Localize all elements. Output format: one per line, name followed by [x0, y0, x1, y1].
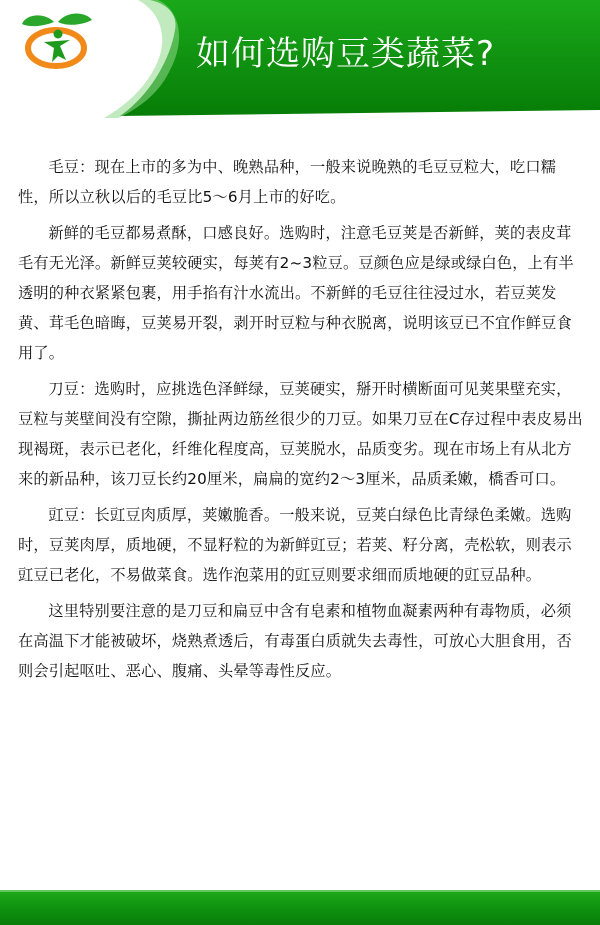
paragraph-toxicity-warning: 这里特别要注意的是刀豆和扁豆中含有皂素和植物血凝素两种有毒物质，必须在高温下才能被破坏，烧熟煮透后，有毒蛋白质就失去毒性，可放心大胆食用，否则会引起呕吐、恶心、腹痛、头晕等毒性反应。	[18, 602, 572, 680]
leaf-figure-logo-icon	[14, 10, 100, 70]
paragraph-sword-bean: 刀豆：选购时，应挑选色泽鲜绿，豆荚硬实，掰开时横断面可见荚果壁充实，豆粒与荚壁间没有空隙，撕扯两边筋丝很少的刀豆。如果刀豆在C存过程中表皮易出现褐斑，表示已老化，纤维化程度高，豆荚脱水，品质变劣。现在市场上有从北方来的新品种，该刀豆长约20厘米，扁扁的宽约2～3厘米，品质柔嫩，橋香可口。	[18, 380, 583, 488]
footer-highlight-line	[0, 890, 600, 892]
paragraph-cowpea: 豇豆：长豇豆肉质厚，荚嫩脆香。一般来说，豆荚白绿色比青绿色柔嫩。选购时，豆荚肉厚，质地硬，不显籽粒的为新鲜豇豆；若荚、籽分离，壳松软，则表示豇豆已老化，不易做菜食。选作泡菜用的豇豆则要求细而质地硬的豇豆品种。	[18, 506, 572, 584]
paragraph-edamame-intro: 毛豆：现在上市的多为中、晚熟品种，一般来说晚熟的毛豆豆粒大，吃口糯性，所以立秋以后的毛豆比5～6月上市的好吃。	[18, 158, 557, 206]
footer-bar	[0, 890, 600, 925]
paragraph-edamame-selection: 新鲜的毛豆都易煮酥，口感良好。选购时，注意毛豆荚是否新鲜，荚的表皮茸毛有无光泽。新鲜豆荚较硬实，每荚有2~3粒豆。豆颜色应是绿或绿白色，上有半透明的种衣紧紧包裹，用手掐有汁水流出。不新鲜的毛豆往往浸过水，若豆荚发黄、茸毛色暗晦，豆荚易开裂，剥开时豆粒与种衣脱离，说明该豆已不宜作鲜豆食用了。	[18, 224, 574, 362]
header-banner	[0, 0, 600, 128]
banner-bottom-curve	[0, 112, 600, 128]
article-body	[18, 152, 584, 686]
page-title: 如何选购豆类蔬菜?	[196, 34, 496, 74]
